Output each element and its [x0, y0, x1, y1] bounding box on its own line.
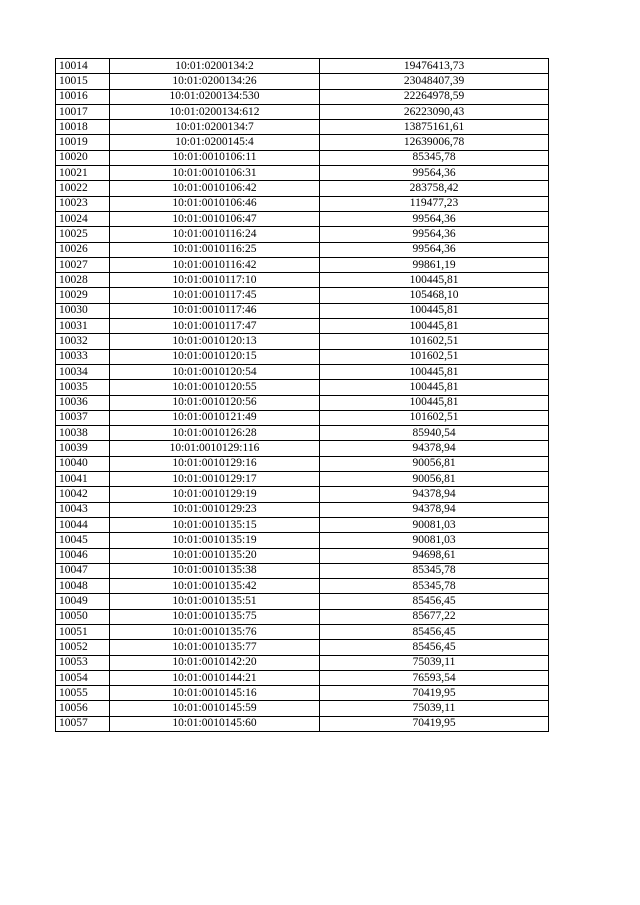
- cadastral-number-cell: 10:01:0010144:21: [110, 670, 320, 685]
- cadastral-number-cell: 10:01:0200134:530: [110, 89, 320, 104]
- cadastral-number-cell: 10:01:0010106:31: [110, 166, 320, 181]
- row-number-cell: 10022: [56, 181, 110, 196]
- cadastral-value-cell: 94378,94: [320, 441, 549, 456]
- table-row: [56, 150, 549, 165]
- cadastral-number-cell: 10:01:0010135:38: [110, 563, 320, 578]
- table-row: [56, 441, 549, 456]
- table-row: [56, 563, 549, 578]
- cadastral-value-cell: 100445,81: [320, 303, 549, 318]
- table-row: [56, 166, 549, 181]
- row-number-cell: 10047: [56, 563, 110, 578]
- row-number-cell: 10032: [56, 334, 110, 349]
- row-number-cell: 10053: [56, 655, 110, 670]
- cadastral-value-cell: 90081,03: [320, 517, 549, 532]
- row-number-cell: 10015: [56, 74, 110, 89]
- cadastral-value-cell: 99564,36: [320, 166, 549, 181]
- table-row: [56, 487, 549, 502]
- cadastral-number-cell: 10:01:0010116:42: [110, 257, 320, 272]
- cadastral-number-cell: 10:01:0010145:60: [110, 716, 320, 731]
- row-number-cell: 10031: [56, 319, 110, 334]
- row-number-cell: 10044: [56, 517, 110, 532]
- cadastral-number-cell: 10:01:0200134:2: [110, 59, 320, 74]
- row-number-cell: 10046: [56, 548, 110, 563]
- table-row: [56, 135, 549, 150]
- table-row: [56, 273, 549, 288]
- cadastral-value-cell: 101602,51: [320, 410, 549, 425]
- row-number-cell: 10014: [56, 59, 110, 74]
- cadastral-number-cell: 10:01:0010135:19: [110, 533, 320, 548]
- row-number-cell: 10056: [56, 701, 110, 716]
- cadastral-value-cell: 119477,23: [320, 196, 549, 211]
- table-row: [56, 227, 549, 242]
- cadastral-number-cell: 10:01:0010117:47: [110, 319, 320, 334]
- table-row: [56, 502, 549, 517]
- cadastral-number-cell: 10:01:0010106:47: [110, 211, 320, 226]
- cadastral-number-cell: 10:01:0010106:11: [110, 150, 320, 165]
- cadastral-number-cell: 10:01:0010116:24: [110, 227, 320, 242]
- cadastral-number-cell: 10:01:0010135:20: [110, 548, 320, 563]
- cadastral-value-cell: 23048407,39: [320, 74, 549, 89]
- cadastral-number-cell: 10:01:0200134:612: [110, 104, 320, 119]
- row-number-cell: 10050: [56, 609, 110, 624]
- row-number-cell: 10021: [56, 166, 110, 181]
- table-row: [56, 472, 549, 487]
- row-number-cell: 10039: [56, 441, 110, 456]
- table-row: [56, 59, 549, 74]
- table-row: [56, 410, 549, 425]
- row-number-cell: 10048: [56, 579, 110, 594]
- table-row: [56, 74, 549, 89]
- row-number-cell: 10020: [56, 150, 110, 165]
- cadastral-number-cell: 10:01:0010117:45: [110, 288, 320, 303]
- row-number-cell: 10016: [56, 89, 110, 104]
- cadastral-number-cell: 10:01:0010142:20: [110, 655, 320, 670]
- cadastral-value-table: [55, 58, 549, 732]
- cadastral-value-cell: 85345,78: [320, 150, 549, 165]
- table-row: [56, 319, 549, 334]
- cadastral-number-cell: 10:01:0010135:75: [110, 609, 320, 624]
- cadastral-number-cell: 10:01:0200134:7: [110, 120, 320, 135]
- row-number-cell: 10023: [56, 196, 110, 211]
- cadastral-value-cell: 100445,81: [320, 319, 549, 334]
- table-row: [56, 517, 549, 532]
- cadastral-value-cell: 85345,78: [320, 579, 549, 594]
- row-number-cell: 10033: [56, 349, 110, 364]
- cadastral-value-cell: 100445,81: [320, 273, 549, 288]
- table-row: [56, 181, 549, 196]
- row-number-cell: 10038: [56, 426, 110, 441]
- cadastral-value-cell: 99861,19: [320, 257, 549, 272]
- table-row: [56, 548, 549, 563]
- row-number-cell: 10037: [56, 410, 110, 425]
- table-row: [56, 579, 549, 594]
- row-number-cell: 10030: [56, 303, 110, 318]
- cadastral-number-cell: 10:01:0010106:46: [110, 196, 320, 211]
- row-number-cell: 10035: [56, 380, 110, 395]
- cadastral-value-cell: 101602,51: [320, 349, 549, 364]
- row-number-cell: 10025: [56, 227, 110, 242]
- table-row: [56, 395, 549, 410]
- table-row: [56, 89, 549, 104]
- cadastral-value-cell: 100445,81: [320, 395, 549, 410]
- table-row: [56, 303, 549, 318]
- row-number-cell: 10045: [56, 533, 110, 548]
- table-row: [56, 120, 549, 135]
- cadastral-number-cell: 10:01:0010135:15: [110, 517, 320, 532]
- cadastral-value-cell: 90081,03: [320, 533, 549, 548]
- row-number-cell: 10036: [56, 395, 110, 410]
- cadastral-number-cell: 10:01:0010116:25: [110, 242, 320, 257]
- table-row: [56, 456, 549, 471]
- table-row: [56, 380, 549, 395]
- cadastral-value-cell: 99564,36: [320, 242, 549, 257]
- row-number-cell: 10034: [56, 364, 110, 379]
- row-number-cell: 10019: [56, 135, 110, 150]
- cadastral-number-cell: 10:01:0010129:17: [110, 472, 320, 487]
- table-row: [56, 364, 549, 379]
- table-row: [56, 594, 549, 609]
- row-number-cell: 10049: [56, 594, 110, 609]
- row-number-cell: 10040: [56, 456, 110, 471]
- cadastral-value-cell: 22264978,59: [320, 89, 549, 104]
- cadastral-number-cell: 10:01:0010135:51: [110, 594, 320, 609]
- row-number-cell: 10026: [56, 242, 110, 257]
- row-number-cell: 10057: [56, 716, 110, 731]
- cadastral-value-cell: 94378,94: [320, 487, 549, 502]
- cadastral-number-cell: 10:01:0010129:16: [110, 456, 320, 471]
- cadastral-number-cell: 10:01:0010120:15: [110, 349, 320, 364]
- table-row: [56, 104, 549, 119]
- row-number-cell: 10041: [56, 472, 110, 487]
- cadastral-value-cell: 100445,81: [320, 380, 549, 395]
- row-number-cell: 10054: [56, 670, 110, 685]
- table-row: [56, 686, 549, 701]
- row-number-cell: 10029: [56, 288, 110, 303]
- table-row: [56, 533, 549, 548]
- cadastral-value-cell: 85345,78: [320, 563, 549, 578]
- cadastral-number-cell: 10:01:0010120:54: [110, 364, 320, 379]
- table-row: [56, 701, 549, 716]
- cadastral-number-cell: 10:01:0200134:26: [110, 74, 320, 89]
- cadastral-number-cell: 10:01:0010135:42: [110, 579, 320, 594]
- table-row: [56, 624, 549, 639]
- row-number-cell: 10027: [56, 257, 110, 272]
- table-row: [56, 211, 549, 226]
- cadastral-number-cell: 10:01:0010135:76: [110, 624, 320, 639]
- table-row: [56, 640, 549, 655]
- cadastral-number-cell: 10:01:0010120:56: [110, 395, 320, 410]
- row-number-cell: 10018: [56, 120, 110, 135]
- cadastral-value-cell: 99564,36: [320, 227, 549, 242]
- cadastral-value-cell: 101602,51: [320, 334, 549, 349]
- table-row: [56, 655, 549, 670]
- row-number-cell: 10042: [56, 487, 110, 502]
- cadastral-value-cell: 26223090,43: [320, 104, 549, 119]
- cadastral-value-cell: 85456,45: [320, 624, 549, 639]
- cadastral-value-cell: 13875161,61: [320, 120, 549, 135]
- cadastral-value-cell: 85456,45: [320, 594, 549, 609]
- row-number-cell: 10017: [56, 104, 110, 119]
- cadastral-number-cell: 10:01:0010145:59: [110, 701, 320, 716]
- cadastral-value-cell: 100445,81: [320, 364, 549, 379]
- cadastral-number-cell: 10:01:0010129:23: [110, 502, 320, 517]
- cadastral-value-cell: 85940,54: [320, 426, 549, 441]
- cadastral-value-cell: 105468,10: [320, 288, 549, 303]
- row-number-cell: 10028: [56, 273, 110, 288]
- row-number-cell: 10055: [56, 686, 110, 701]
- table-row: [56, 426, 549, 441]
- cadastral-value-cell: 85677,22: [320, 609, 549, 624]
- cadastral-value-cell: 94378,94: [320, 502, 549, 517]
- table-body: [56, 59, 549, 732]
- row-number-cell: 10043: [56, 502, 110, 517]
- cadastral-value-cell: 75039,11: [320, 701, 549, 716]
- cadastral-value-cell: 19476413,73: [320, 59, 549, 74]
- table-row: [56, 196, 549, 211]
- table-row: [56, 257, 549, 272]
- row-number-cell: 10051: [56, 624, 110, 639]
- table-row: [56, 349, 549, 364]
- table-row: [56, 334, 549, 349]
- cadastral-value-cell: 85456,45: [320, 640, 549, 655]
- cadastral-value-cell: 94698,61: [320, 548, 549, 563]
- cadastral-value-cell: 283758,42: [320, 181, 549, 196]
- table-row: [56, 716, 549, 731]
- cadastral-number-cell: 10:01:0200145:4: [110, 135, 320, 150]
- cadastral-value-cell: 90056,81: [320, 456, 549, 471]
- cadastral-value-cell: 12639006,78: [320, 135, 549, 150]
- table-row: [56, 242, 549, 257]
- cadastral-number-cell: 10:01:0010120:13: [110, 334, 320, 349]
- cadastral-value-cell: 99564,36: [320, 211, 549, 226]
- cadastral-value-cell: 76593,54: [320, 670, 549, 685]
- table-row: [56, 609, 549, 624]
- cadastral-number-cell: 10:01:0010120:55: [110, 380, 320, 395]
- cadastral-number-cell: 10:01:0010129:116: [110, 441, 320, 456]
- row-number-cell: 10052: [56, 640, 110, 655]
- cadastral-number-cell: 10:01:0010129:19: [110, 487, 320, 502]
- cadastral-number-cell: 10:01:0010145:16: [110, 686, 320, 701]
- table-row: [56, 288, 549, 303]
- cadastral-number-cell: 10:01:0010117:46: [110, 303, 320, 318]
- cadastral-value-cell: 70419,95: [320, 686, 549, 701]
- cadastral-number-cell: 10:01:0010117:10: [110, 273, 320, 288]
- cadastral-value-cell: 70419,95: [320, 716, 549, 731]
- cadastral-number-cell: 10:01:0010121:49: [110, 410, 320, 425]
- table-row: [56, 670, 549, 685]
- row-number-cell: 10024: [56, 211, 110, 226]
- cadastral-value-cell: 90056,81: [320, 472, 549, 487]
- cadastral-number-cell: 10:01:0010126:28: [110, 426, 320, 441]
- cadastral-number-cell: 10:01:0010106:42: [110, 181, 320, 196]
- cadastral-number-cell: 10:01:0010135:77: [110, 640, 320, 655]
- cadastral-value-cell: 75039,11: [320, 655, 549, 670]
